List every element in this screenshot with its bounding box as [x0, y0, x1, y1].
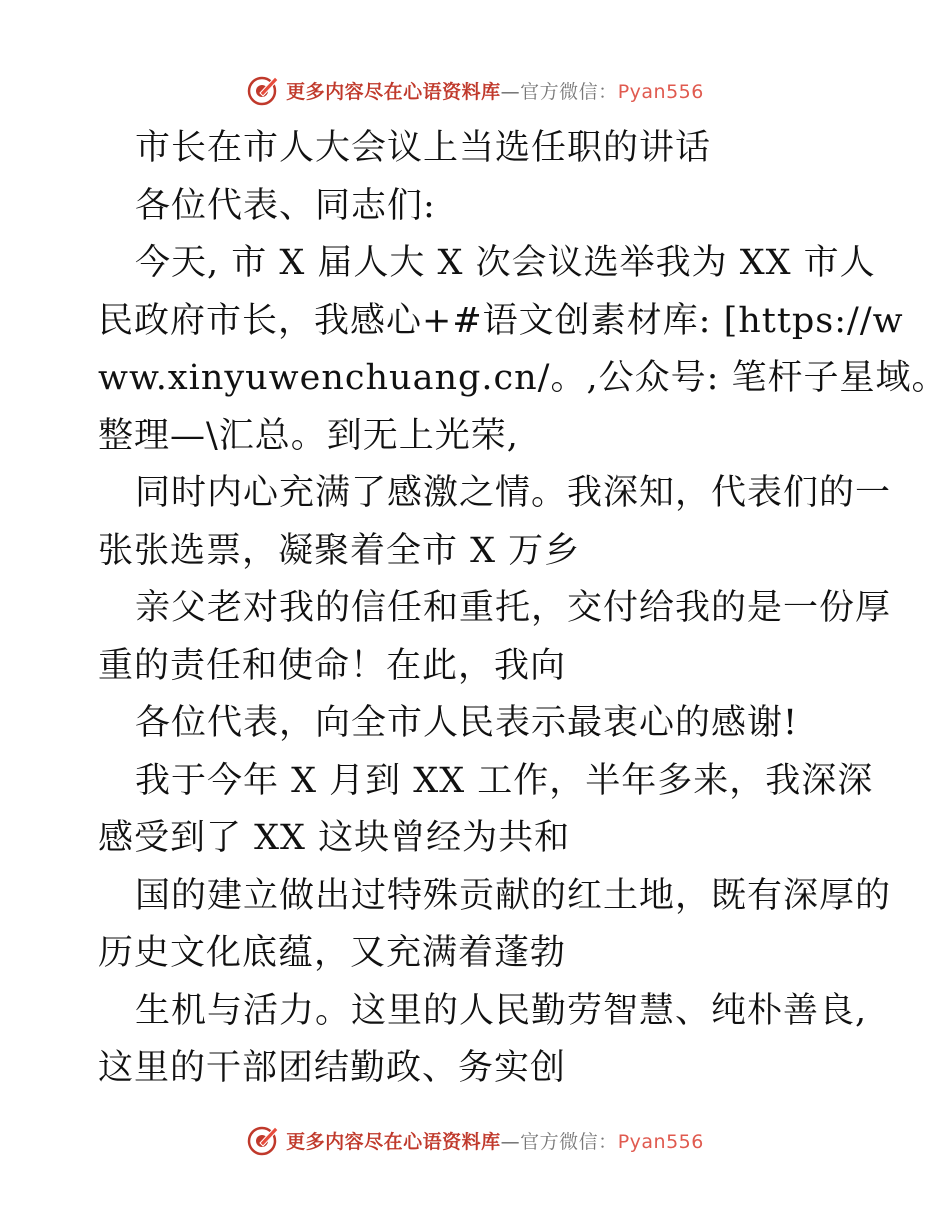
doc-line: 各位代表、同志们:: [135, 185, 436, 226]
document-body: [98, 120, 948, 1098]
header-banner-text: [286, 77, 704, 104]
footer-banner-id: Pyan556: [617, 1130, 704, 1153]
header-banner-id: Pyan556: [617, 80, 704, 103]
doc-line: 国的建立做出过特殊贡献的红土地，既有深厚的: [135, 875, 892, 916]
doc-line: 亲父老对我的信任和重托，交付给我的是一份厚: [135, 588, 892, 628]
footer-banner-main: 更多内容尽在心语资料库: [286, 1130, 501, 1153]
doc-line: 整理—\汇总。到无上光荣,: [98, 415, 519, 456]
pen-logo-icon: [246, 1123, 280, 1157]
doc-line: 民政府市长，我感心+#语文创素材库: [https://w: [98, 300, 904, 341]
doc-line: 张张选票，凝聚着全市 X 万乡: [98, 530, 581, 571]
footer-banner: [0, 1120, 950, 1160]
header-banner-main: 更多内容尽在心语资料库: [286, 80, 501, 103]
footer-banner-dash: —: [500, 1130, 521, 1153]
doc-line: 历史文化底蕴，又充满着蓬勃: [98, 933, 567, 973]
doc-title: 市长在市人大会议上当选任职的讲话: [135, 128, 712, 168]
doc-line: 今天, 市 X 届人大 X 次会议选举我为 XX 市人: [135, 243, 876, 283]
doc-line: 同时内心充满了感激之情。我深知，代表们的一: [135, 473, 892, 513]
header-banner-official: 官方微信：: [520, 80, 618, 103]
doc-line: ww.xinyuwenchuang.cn/。,公众号: 笔杆子星域。: [98, 358, 948, 398]
doc-line: 重的责任和使命！在此，我向: [98, 645, 567, 686]
pen-logo-icon: [246, 73, 280, 107]
header-banner: [0, 70, 950, 110]
footer-banner-text: [286, 1127, 704, 1154]
doc-line: 各位代表，向全市人民表示最衷心的感谢!: [135, 703, 799, 743]
doc-line: 生机与活力。这里的人民勤劳智慧、纯朴善良,: [135, 990, 868, 1031]
doc-line: 我于今年 X 月到 XX 工作，半年多来，我深深: [135, 760, 874, 801]
footer-banner-official: 官方微信：: [520, 1130, 618, 1153]
doc-line: 感受到了 XX 这块曾经为共和: [98, 818, 571, 858]
doc-line: 这里的干部团结勤政、务实创: [98, 1048, 567, 1088]
header-banner-dash: —: [500, 80, 521, 103]
